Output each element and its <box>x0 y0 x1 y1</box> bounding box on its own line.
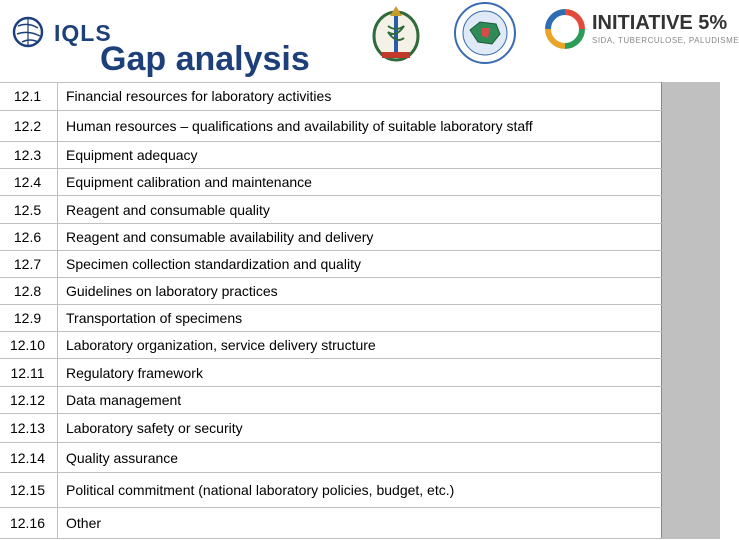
row-number: 12.7 <box>13 256 42 272</box>
row-description: Equipment calibration and maintenance <box>57 169 661 195</box>
score-cell <box>661 414 720 442</box>
row-description: Human resources – qualifications and availability of suitable laboratory staff <box>57 111 661 141</box>
row-description: Other <box>57 508 661 538</box>
initiative-subtitle: SIDA, TUBERCULOSE, PALUDISME <box>592 36 739 45</box>
table-row <box>0 332 720 359</box>
table-row <box>0 224 720 251</box>
row-number: 12.6 <box>13 229 42 245</box>
table-row <box>0 508 720 539</box>
row-description: Financial resources for laboratory activities <box>57 82 661 110</box>
row-number: 12.3 <box>13 147 42 163</box>
national-program-emblem-icon <box>452 0 518 66</box>
row-description: Quality assurance <box>57 443 661 472</box>
score-cell <box>661 359 720 386</box>
row-description: Data management <box>57 387 661 413</box>
table-row <box>0 305 720 332</box>
table-row <box>0 387 720 414</box>
score-cell <box>661 305 720 331</box>
table-row <box>0 359 720 387</box>
score-cell <box>661 443 720 472</box>
row-number: 12.11 <box>10 364 45 381</box>
row-number: 12.13 <box>9 420 46 436</box>
score-cell <box>661 251 720 277</box>
table-row <box>0 111 720 142</box>
row-description: Reagent and consumable availability and delivery <box>57 224 661 250</box>
row-number: 12.14 <box>9 449 46 466</box>
table-row <box>0 443 720 473</box>
table-row <box>0 142 720 169</box>
iqls-logo-text: IQLS <box>54 20 112 46</box>
score-cell <box>661 278 720 304</box>
score-cell <box>661 196 720 223</box>
table-row <box>0 82 720 111</box>
table-row <box>0 414 720 443</box>
row-description: Guidelines on laboratory practices <box>57 278 661 304</box>
initiative-title: INITIATIVE 5% <box>592 12 728 34</box>
initiative-5-logo <box>544 8 739 52</box>
row-number: 12.15 <box>9 482 46 498</box>
table-row <box>0 251 720 278</box>
score-cell <box>661 224 720 250</box>
score-cell <box>661 332 720 358</box>
row-number: 12.2 <box>13 118 42 134</box>
row-description: Reagent and consumable quality <box>57 196 661 223</box>
ministry-emblem-icon <box>368 2 424 64</box>
row-number: 12.12 <box>9 392 46 408</box>
row-number: 12.9 <box>13 310 42 326</box>
row-description: Laboratory safety or security <box>57 414 661 442</box>
score-cell <box>661 387 720 413</box>
row-description: Political commitment (national laboratory policies, budget, etc.) <box>57 473 661 507</box>
row-description: Transportation of specimens <box>57 305 661 331</box>
page-title: Gap analysis <box>100 40 310 78</box>
row-description: Regulatory framework <box>57 359 661 386</box>
row-number: 12.8 <box>13 283 42 299</box>
table-row <box>0 473 720 508</box>
row-description: Laboratory organization, service delivery structure <box>57 332 661 358</box>
table-row <box>0 169 720 196</box>
gap-analysis-table <box>0 82 720 539</box>
row-number: 12.1 <box>13 88 42 104</box>
row-number: 12.5 <box>13 201 42 218</box>
score-cell <box>661 169 720 195</box>
score-cell <box>661 82 720 110</box>
score-cell <box>661 473 720 507</box>
score-cell <box>661 142 720 168</box>
initiative-ring-icon <box>544 8 586 50</box>
score-cell <box>661 508 720 538</box>
score-cell <box>661 111 720 141</box>
row-number: 12.16 <box>9 515 46 531</box>
table-row <box>0 278 720 305</box>
row-number: 12.4 <box>13 174 42 190</box>
row-number: 12.10 <box>9 337 46 353</box>
table-row <box>0 196 720 224</box>
header <box>0 0 739 82</box>
row-description: Specimen collection standardization and quality <box>57 251 661 277</box>
globe-icon <box>12 12 48 52</box>
row-description: Equipment adequacy <box>57 142 661 168</box>
